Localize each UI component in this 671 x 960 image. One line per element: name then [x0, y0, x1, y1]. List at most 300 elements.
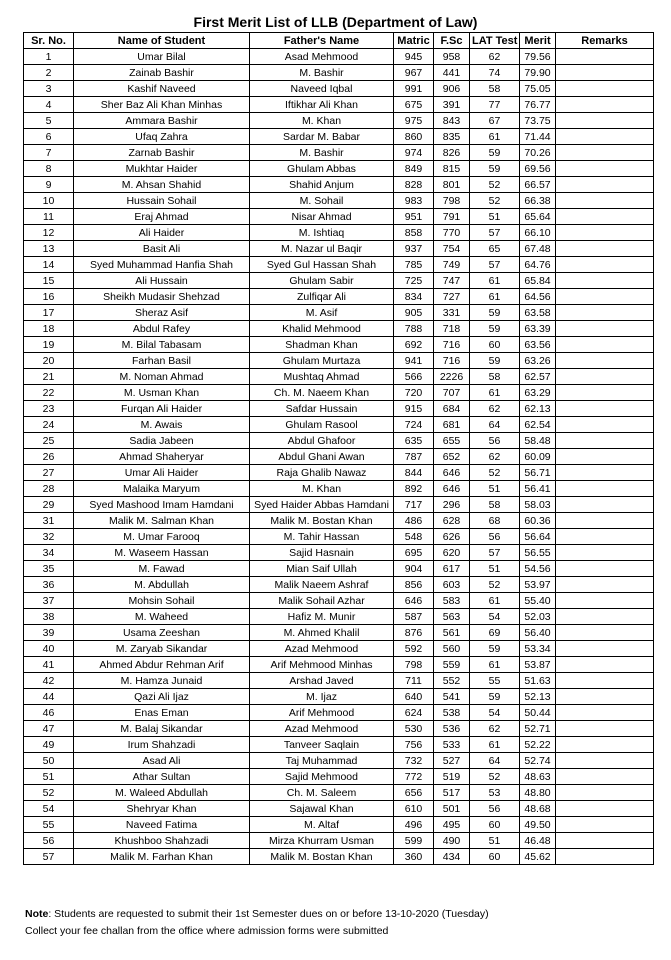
cell-remarks [556, 273, 654, 289]
cell-lat-test: 59 [470, 161, 520, 177]
cell-student-name: M. Umar Farooq [74, 529, 250, 545]
cell-sr-no: 12 [24, 225, 74, 241]
cell-lat-test: 64 [470, 753, 520, 769]
cell-lat-test: 59 [470, 641, 520, 657]
table-row [24, 785, 654, 801]
cell-father-name: Zulfiqar Ali [250, 289, 394, 305]
table-row [24, 433, 654, 449]
cell-matric: 991 [394, 81, 434, 97]
cell-student-name: Zainab Bashir [74, 65, 250, 81]
cell-father-name: M. Khan [250, 113, 394, 129]
cell-fsc: 620 [434, 545, 470, 561]
cell-student-name: Kashif Naveed [74, 81, 250, 97]
cell-merit: 50.44 [520, 705, 556, 721]
cell-sr-no: 5 [24, 113, 74, 129]
cell-matric: 695 [394, 545, 434, 561]
cell-remarks [556, 545, 654, 561]
cell-matric: 974 [394, 145, 434, 161]
cell-sr-no: 3 [24, 81, 74, 97]
cell-fsc: 684 [434, 401, 470, 417]
cell-merit: 53.34 [520, 641, 556, 657]
cell-student-name: M. Waleed Abdullah [74, 785, 250, 801]
cell-student-name: Khushboo Shahzadi [74, 833, 250, 849]
cell-remarks [556, 657, 654, 673]
cell-fsc: 583 [434, 593, 470, 609]
cell-matric: 858 [394, 225, 434, 241]
cell-sr-no: 16 [24, 289, 74, 305]
cell-remarks [556, 225, 654, 241]
cell-sr-no: 10 [24, 193, 74, 209]
cell-merit: 52.74 [520, 753, 556, 769]
cell-merit: 76.77 [520, 97, 556, 113]
cell-sr-no: 40 [24, 641, 74, 657]
cell-fsc: 801 [434, 177, 470, 193]
cell-student-name: M. Fawad [74, 561, 250, 577]
cell-matric: 945 [394, 49, 434, 65]
cell-remarks [556, 449, 654, 465]
cell-father-name: Malik M. Bostan Khan [250, 849, 394, 865]
cell-father-name: M. Altaf [250, 817, 394, 833]
cell-student-name: Shehryar Khan [74, 801, 250, 817]
cell-student-name: Sadia Jabeen [74, 433, 250, 449]
cell-merit: 60.36 [520, 513, 556, 529]
table-row [24, 673, 654, 689]
cell-matric: 941 [394, 353, 434, 369]
cell-matric: 725 [394, 273, 434, 289]
cell-lat-test: 58 [470, 369, 520, 385]
cell-fsc: 770 [434, 225, 470, 241]
cell-father-name: Syed Gul Hassan Shah [250, 257, 394, 273]
cell-matric: 787 [394, 449, 434, 465]
cell-merit: 45.62 [520, 849, 556, 865]
cell-matric: 720 [394, 385, 434, 401]
cell-father-name: Azad Mehmood [250, 721, 394, 737]
cell-student-name: Ahmed Abdur Rehman Arif [74, 657, 250, 673]
cell-sr-no: 28 [24, 481, 74, 497]
cell-father-name: Arshad Javed [250, 673, 394, 689]
cell-father-name: Ch. M. Naeem Khan [250, 385, 394, 401]
cell-student-name: M. Zaryab Sikandar [74, 641, 250, 657]
cell-lat-test: 52 [470, 577, 520, 593]
cell-remarks [556, 529, 654, 545]
table-row [24, 209, 654, 225]
cell-fsc: 559 [434, 657, 470, 673]
cell-remarks [556, 689, 654, 705]
table-row [24, 49, 654, 65]
cell-matric: 599 [394, 833, 434, 849]
cell-remarks [556, 385, 654, 401]
cell-lat-test: 58 [470, 81, 520, 97]
header-sr-no: Sr. No. [24, 33, 74, 49]
cell-father-name: M. Tahir Hassan [250, 529, 394, 545]
cell-student-name: M. Ahsan Shahid [74, 177, 250, 193]
cell-sr-no: 4 [24, 97, 74, 113]
cell-father-name: M. Nazar ul Baqir [250, 241, 394, 257]
cell-remarks [556, 337, 654, 353]
table-row [24, 257, 654, 273]
cell-father-name: Hafiz M. Munir [250, 609, 394, 625]
cell-sr-no: 27 [24, 465, 74, 481]
cell-sr-no: 20 [24, 353, 74, 369]
cell-father-name: M. Ijaz [250, 689, 394, 705]
cell-sr-no: 17 [24, 305, 74, 321]
cell-fsc: 716 [434, 353, 470, 369]
header-student-name: Name of Student [74, 33, 250, 49]
cell-father-name: Abdul Ghani Awan [250, 449, 394, 465]
cell-student-name: Eraj Ahmad [74, 209, 250, 225]
cell-remarks [556, 577, 654, 593]
note-line-2: Collect your fee challan from the office where admission forms were submitted [25, 925, 389, 937]
cell-remarks [556, 817, 654, 833]
cell-fsc: 517 [434, 785, 470, 801]
cell-father-name: Nisar Ahmad [250, 209, 394, 225]
cell-matric: 732 [394, 753, 434, 769]
cell-lat-test: 61 [470, 737, 520, 753]
cell-lat-test: 56 [470, 801, 520, 817]
cell-sr-no: 42 [24, 673, 74, 689]
cell-fsc: 2226 [434, 369, 470, 385]
cell-student-name: Mohsin Sohail [74, 593, 250, 609]
table-row [24, 129, 654, 145]
cell-lat-test: 57 [470, 545, 520, 561]
cell-fsc: 754 [434, 241, 470, 257]
cell-remarks [556, 401, 654, 417]
cell-matric: 360 [394, 849, 434, 865]
cell-student-name: Zarnab Bashir [74, 145, 250, 161]
cell-lat-test: 53 [470, 785, 520, 801]
cell-merit: 62.57 [520, 369, 556, 385]
cell-merit: 64.76 [520, 257, 556, 273]
header-merit: Merit [520, 33, 556, 49]
cell-matric: 849 [394, 161, 434, 177]
cell-merit: 67.48 [520, 241, 556, 257]
cell-merit: 69.56 [520, 161, 556, 177]
table-row [24, 801, 654, 817]
cell-lat-test: 62 [470, 49, 520, 65]
cell-father-name: Sardar M. Babar [250, 129, 394, 145]
cell-father-name: Malik M. Bostan Khan [250, 513, 394, 529]
cell-student-name: Farhan Basil [74, 353, 250, 369]
cell-student-name: Ahmad Shaheryar [74, 449, 250, 465]
merit-list-table [23, 32, 654, 865]
note-text: : Students are requested to submit their 1st Semester dues on or before 13-10-2020 (Tuesday) [48, 908, 489, 920]
cell-student-name: Umar Ali Haider [74, 465, 250, 481]
cell-father-name: Arif Mehmood Minhas [250, 657, 394, 673]
cell-father-name: M. Sohail [250, 193, 394, 209]
page-title: First Merit List of LLB (Department of Law) [193, 14, 478, 30]
cell-student-name: M. Abdullah [74, 577, 250, 593]
cell-matric: 717 [394, 497, 434, 513]
table-row [24, 305, 654, 321]
cell-merit: 55.40 [520, 593, 556, 609]
cell-remarks [556, 753, 654, 769]
cell-matric: 610 [394, 801, 434, 817]
cell-fsc: 835 [434, 129, 470, 145]
cell-matric: 496 [394, 817, 434, 833]
cell-student-name: Ali Hussain [74, 273, 250, 289]
cell-remarks [556, 513, 654, 529]
cell-matric: 711 [394, 673, 434, 689]
cell-matric: 905 [394, 305, 434, 321]
cell-fsc: 441 [434, 65, 470, 81]
table-row [24, 113, 654, 129]
table-row [24, 545, 654, 561]
cell-matric: 675 [394, 97, 434, 113]
header-matric: Matric [394, 33, 434, 49]
cell-sr-no: 46 [24, 705, 74, 721]
cell-sr-no: 9 [24, 177, 74, 193]
cell-merit: 48.80 [520, 785, 556, 801]
cell-student-name: Sheikh Mudasir Shehzad [74, 289, 250, 305]
cell-matric: 587 [394, 609, 434, 625]
cell-merit: 63.26 [520, 353, 556, 369]
table-row [24, 817, 654, 833]
cell-student-name: Naveed Fatima [74, 817, 250, 833]
cell-merit: 60.09 [520, 449, 556, 465]
cell-matric: 937 [394, 241, 434, 257]
cell-lat-test: 59 [470, 305, 520, 321]
cell-father-name: M. Khan [250, 481, 394, 497]
cell-student-name: Umar Bilal [74, 49, 250, 65]
cell-father-name: Mirza Khurram Usman [250, 833, 394, 849]
cell-student-name: M. Balaj Sikandar [74, 721, 250, 737]
table-row [24, 561, 654, 577]
cell-fsc: 603 [434, 577, 470, 593]
cell-student-name: Ufaq Zahra [74, 129, 250, 145]
cell-fsc: 434 [434, 849, 470, 865]
cell-remarks [556, 497, 654, 513]
cell-remarks [556, 193, 654, 209]
cell-sr-no: 51 [24, 769, 74, 785]
cell-lat-test: 65 [470, 241, 520, 257]
cell-lat-test: 54 [470, 705, 520, 721]
table-row [24, 753, 654, 769]
cell-remarks [556, 641, 654, 657]
cell-matric: 724 [394, 417, 434, 433]
table-row [24, 161, 654, 177]
cell-lat-test: 51 [470, 481, 520, 497]
cell-remarks [556, 785, 654, 801]
cell-fsc: 527 [434, 753, 470, 769]
cell-father-name: Malik Sohail Azhar [250, 593, 394, 609]
cell-matric: 756 [394, 737, 434, 753]
cell-remarks [556, 81, 654, 97]
table-row [24, 417, 654, 433]
table-row [24, 241, 654, 257]
cell-merit: 53.87 [520, 657, 556, 673]
cell-fsc: 560 [434, 641, 470, 657]
cell-father-name: Raja Ghalib Nawaz [250, 465, 394, 481]
cell-lat-test: 64 [470, 417, 520, 433]
cell-lat-test: 61 [470, 289, 520, 305]
cell-student-name: M. Awais [74, 417, 250, 433]
cell-lat-test: 56 [470, 529, 520, 545]
cell-student-name: M. Hamza Junaid [74, 673, 250, 689]
cell-fsc: 791 [434, 209, 470, 225]
table-row [24, 465, 654, 481]
cell-lat-test: 61 [470, 273, 520, 289]
cell-father-name: Syed Haider Abbas Hamdani [250, 497, 394, 513]
cell-fsc: 749 [434, 257, 470, 273]
table-row [24, 177, 654, 193]
note-label: Note [25, 908, 49, 920]
cell-matric: 904 [394, 561, 434, 577]
cell-sr-no: 14 [24, 257, 74, 273]
cell-sr-no: 37 [24, 593, 74, 609]
cell-lat-test: 57 [470, 225, 520, 241]
table-row [24, 737, 654, 753]
cell-lat-test: 61 [470, 129, 520, 145]
cell-fsc: 617 [434, 561, 470, 577]
cell-fsc: 646 [434, 465, 470, 481]
cell-student-name: Enas Eman [74, 705, 250, 721]
cell-fsc: 391 [434, 97, 470, 113]
cell-sr-no: 55 [24, 817, 74, 833]
cell-father-name: Ghulam Abbas [250, 161, 394, 177]
cell-student-name: Syed Mashood Imam Hamdani [74, 497, 250, 513]
cell-sr-no: 15 [24, 273, 74, 289]
cell-sr-no: 50 [24, 753, 74, 769]
cell-father-name: Mushtaq Ahmad [250, 369, 394, 385]
cell-remarks [556, 321, 654, 337]
table-row [24, 337, 654, 353]
cell-father-name: Khalid Mehmood [250, 321, 394, 337]
table-row [24, 289, 654, 305]
cell-merit: 56.71 [520, 465, 556, 481]
cell-student-name: M. Bilal Tabasam [74, 337, 250, 353]
cell-fsc: 628 [434, 513, 470, 529]
cell-merit: 71.44 [520, 129, 556, 145]
cell-matric: 975 [394, 113, 434, 129]
cell-fsc: 727 [434, 289, 470, 305]
cell-matric: 530 [394, 721, 434, 737]
cell-father-name: Shadman Khan [250, 337, 394, 353]
cell-merit: 56.64 [520, 529, 556, 545]
cell-fsc: 747 [434, 273, 470, 289]
cell-sr-no: 26 [24, 449, 74, 465]
cell-fsc: 906 [434, 81, 470, 97]
cell-sr-no: 47 [24, 721, 74, 737]
note-line-1 [25, 907, 489, 922]
cell-sr-no: 35 [24, 561, 74, 577]
cell-father-name: Sajid Hasnain [250, 545, 394, 561]
table-row [24, 145, 654, 161]
cell-remarks [556, 305, 654, 321]
cell-matric: 692 [394, 337, 434, 353]
cell-student-name: Malaika Maryum [74, 481, 250, 497]
cell-matric: 856 [394, 577, 434, 593]
cell-matric: 860 [394, 129, 434, 145]
cell-sr-no: 7 [24, 145, 74, 161]
cell-father-name: Abdul Ghafoor [250, 433, 394, 449]
cell-sr-no: 41 [24, 657, 74, 673]
cell-student-name: Hussain Sohail [74, 193, 250, 209]
cell-student-name: Sheraz Asif [74, 305, 250, 321]
cell-sr-no: 44 [24, 689, 74, 705]
cell-sr-no: 32 [24, 529, 74, 545]
cell-remarks [556, 433, 654, 449]
cell-remarks [556, 673, 654, 689]
cell-merit: 58.03 [520, 497, 556, 513]
cell-merit: 62.54 [520, 417, 556, 433]
cell-father-name: Arif Mehmood [250, 705, 394, 721]
cell-matric: 967 [394, 65, 434, 81]
cell-father-name: Sajid Mehmood [250, 769, 394, 785]
cell-remarks [556, 241, 654, 257]
cell-matric: 656 [394, 785, 434, 801]
cell-remarks [556, 289, 654, 305]
cell-merit: 56.41 [520, 481, 556, 497]
cell-remarks [556, 561, 654, 577]
cell-remarks [556, 481, 654, 497]
cell-remarks [556, 465, 654, 481]
cell-remarks [556, 609, 654, 625]
cell-lat-test: 60 [470, 817, 520, 833]
table-row [24, 577, 654, 593]
table-row [24, 401, 654, 417]
cell-lat-test: 51 [470, 833, 520, 849]
cell-remarks [556, 737, 654, 753]
cell-sr-no: 8 [24, 161, 74, 177]
cell-lat-test: 55 [470, 673, 520, 689]
cell-matric: 828 [394, 177, 434, 193]
cell-lat-test: 59 [470, 353, 520, 369]
cell-fsc: 652 [434, 449, 470, 465]
cell-father-name: Azad Mehmood [250, 641, 394, 657]
cell-sr-no: 54 [24, 801, 74, 817]
table-row [24, 625, 654, 641]
cell-fsc: 552 [434, 673, 470, 689]
cell-matric: 876 [394, 625, 434, 641]
cell-fsc: 501 [434, 801, 470, 817]
cell-student-name: Malik M. Farhan Khan [74, 849, 250, 865]
table-row [24, 513, 654, 529]
cell-student-name: Sher Baz Ali Khan Minhas [74, 97, 250, 113]
cell-fsc: 626 [434, 529, 470, 545]
cell-fsc: 495 [434, 817, 470, 833]
cell-student-name: Syed Muhammad Hanfia Shah [74, 257, 250, 273]
cell-fsc: 655 [434, 433, 470, 449]
table-row [24, 273, 654, 289]
cell-merit: 48.68 [520, 801, 556, 817]
cell-merit: 58.48 [520, 433, 556, 449]
cell-fsc: 718 [434, 321, 470, 337]
cell-merit: 53.97 [520, 577, 556, 593]
cell-merit: 66.10 [520, 225, 556, 241]
cell-matric: 834 [394, 289, 434, 305]
cell-sr-no: 1 [24, 49, 74, 65]
cell-father-name: M. Ahmed Khalil [250, 625, 394, 641]
cell-merit: 63.29 [520, 385, 556, 401]
cell-sr-no: 56 [24, 833, 74, 849]
cell-father-name: Ghulam Sabir [250, 273, 394, 289]
cell-remarks [556, 705, 654, 721]
cell-merit: 66.57 [520, 177, 556, 193]
cell-fsc: 815 [434, 161, 470, 177]
cell-matric: 951 [394, 209, 434, 225]
cell-sr-no: 22 [24, 385, 74, 401]
cell-merit: 75.05 [520, 81, 556, 97]
cell-father-name: M. Bashir [250, 65, 394, 81]
cell-remarks [556, 145, 654, 161]
cell-student-name: M. Noman Ahmad [74, 369, 250, 385]
cell-matric: 635 [394, 433, 434, 449]
cell-sr-no: 38 [24, 609, 74, 625]
cell-merit: 51.63 [520, 673, 556, 689]
cell-matric: 983 [394, 193, 434, 209]
cell-fsc: 716 [434, 337, 470, 353]
cell-father-name: Safdar Hussain [250, 401, 394, 417]
